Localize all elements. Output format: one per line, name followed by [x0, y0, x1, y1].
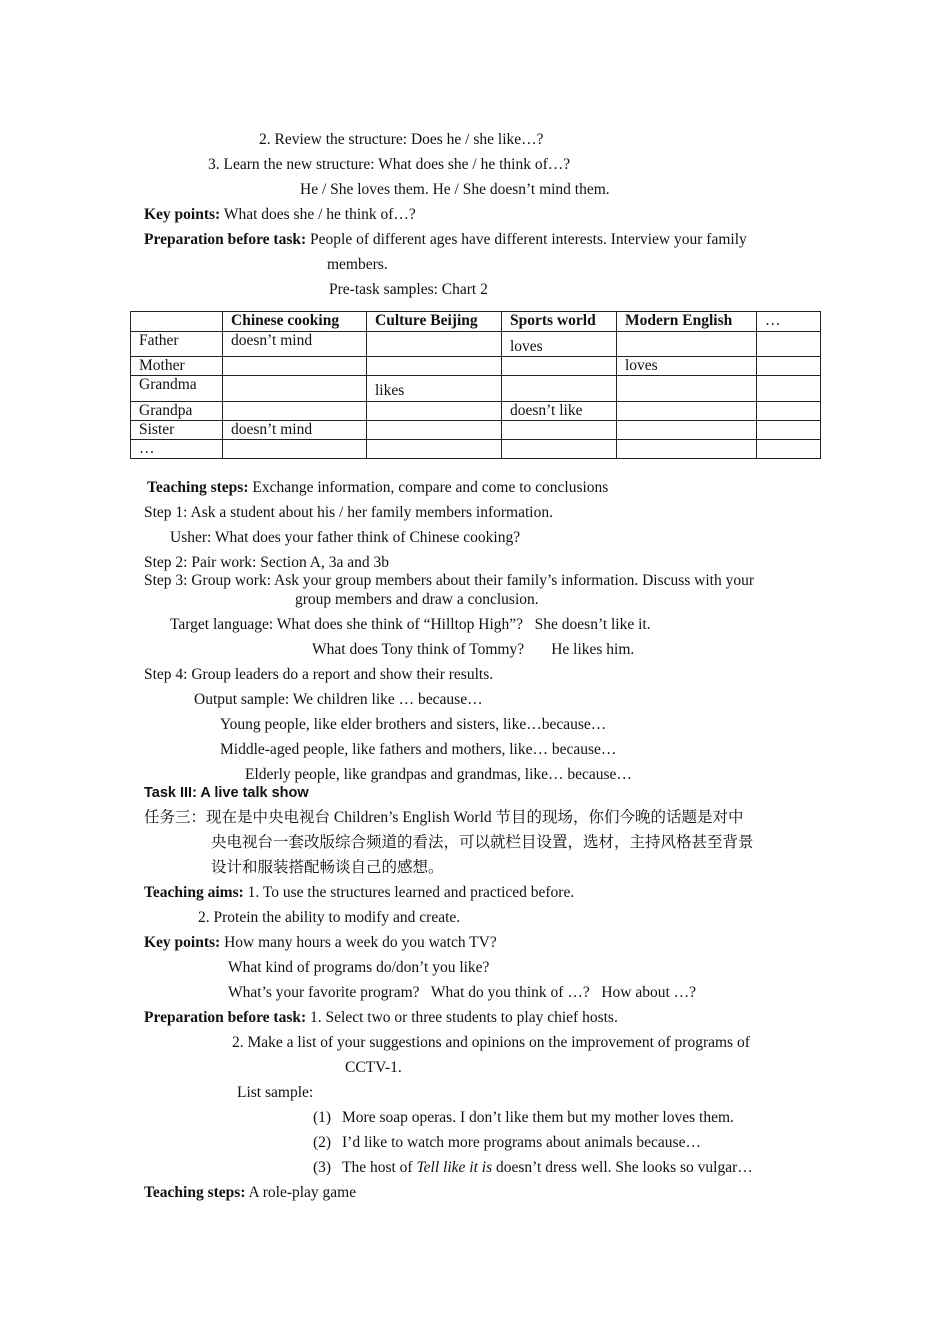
list-item-number: (2)	[313, 1134, 332, 1151]
teaching-steps-text: Exchange information, compare and come to conclusions	[252, 479, 609, 496]
chart-cell: Father	[131, 332, 223, 357]
chart-cell: …	[131, 440, 223, 459]
chart-row	[131, 332, 821, 357]
step-3-cont: group members and draw a conclusion.	[295, 591, 539, 608]
step-3: Step 3: Group work: Ask your group members about their family’s information. Discuss with your	[144, 572, 755, 589]
chart-row	[131, 402, 821, 421]
chart-cell	[502, 357, 617, 376]
task-3-key-points	[144, 933, 497, 953]
task-3-key-2: What kind of programs do/don’t you like?	[228, 959, 490, 976]
chart-cell	[223, 376, 367, 402]
task-3-prep-label: Preparation before task:	[144, 1009, 307, 1026]
header-cell: Modern English	[617, 312, 757, 332]
list-item-text-pre: The host of	[342, 1159, 417, 1176]
aims-item-3-answer: He / She loves them. He / She doesn’t mind them.	[300, 181, 610, 198]
task-3-key-1: How many hours a week do you watch TV?	[224, 934, 497, 951]
step-2: Step 2: Pair work: Section A, 3a and 3b	[144, 554, 389, 571]
task-3-aims-1: 1. To use the structures learned and practiced before.	[247, 884, 575, 901]
preparation-text-cont: members.	[327, 256, 388, 273]
task-3-chinese-2: 央电视台一套改版综合频道的看法，可以就栏目设置，选材，主持风格甚至背景	[211, 834, 754, 851]
chart-row	[131, 357, 821, 376]
chart-cell: doesn’t like	[502, 402, 617, 421]
list-item-number: (3)	[313, 1159, 332, 1176]
chart-header-row	[131, 312, 821, 332]
task-3-steps	[144, 1183, 356, 1203]
chart-cell	[367, 421, 502, 440]
chart-cell	[617, 421, 757, 440]
task-3-steps-label: Teaching steps:	[144, 1184, 246, 1201]
chart-cell	[617, 402, 757, 421]
target-language-1: Target language: What does she think of “Hilltop High”? She doesn’t like it.	[170, 616, 651, 633]
list-item-text-post: doesn’t dress well. She looks so vulgar…	[492, 1159, 753, 1176]
task-3-preparation	[144, 1008, 618, 1028]
chart-cell	[223, 402, 367, 421]
task-3-aims-2: 2. Protein the ability to modify and create.	[198, 909, 461, 926]
chart-cell: Mother	[131, 357, 223, 376]
chart-cell	[757, 421, 821, 440]
chart-cell	[757, 402, 821, 421]
aims-item-2: 2. Review the structure: Does he / she like…?	[259, 131, 544, 148]
preparation-text: People of different ages have different interests. Interview your family	[310, 231, 747, 248]
aims-item-3: 3. Learn the new structure: What does she / he think of…?	[208, 156, 571, 173]
task-3-chinese-3: 设计和服装搭配畅谈自己的感想。	[211, 859, 444, 876]
chart-cell	[367, 332, 502, 357]
header-cell: …	[757, 312, 821, 332]
header-cell: Sports world	[502, 312, 617, 332]
chart-cell	[367, 357, 502, 376]
task-3-aims	[144, 883, 574, 903]
chart-cell: Grandma	[131, 376, 223, 402]
chart-cell	[223, 357, 367, 376]
chart-cell	[223, 440, 367, 459]
header-cell: Culture Beijing	[367, 312, 502, 332]
list-item	[313, 1158, 753, 1178]
key-points-label: Key points:	[144, 206, 221, 223]
list-item-text: I’d like to watch more programs about animals because…	[342, 1134, 701, 1151]
chart-cell	[757, 332, 821, 357]
preparation	[144, 230, 747, 250]
list-item-text: More soap operas. I don’t like them but my mother loves them.	[342, 1109, 734, 1126]
chart-cell	[502, 376, 617, 402]
teaching-steps-label: Teaching steps:	[147, 479, 249, 496]
chart-cell	[617, 376, 757, 402]
usher-line: Usher: What does your father think of Chinese cooking?	[170, 529, 521, 546]
header-cell	[131, 312, 223, 332]
task-3-title: Task III: A live talk show	[144, 785, 309, 801]
chart-cell: Grandpa	[131, 402, 223, 421]
task-3-chinese-1: 任务三：现在是中央电视台 Children’s English World 节目的现场，你们今晚的话题是对中	[144, 809, 744, 826]
preparation-label: Preparation before task:	[144, 231, 307, 248]
chart-cell	[367, 402, 502, 421]
output-sample-1: Output sample: We children like … because…	[194, 691, 483, 708]
chart-cell	[757, 440, 821, 459]
list-item	[313, 1108, 734, 1128]
chart-cell: loves	[617, 357, 757, 376]
chart-cell: Sister	[131, 421, 223, 440]
list-sample-label: List sample:	[237, 1084, 314, 1101]
chart-cell: doesn’t mind	[223, 332, 367, 357]
teaching-steps	[147, 478, 608, 498]
program-title: Tell like it is	[416, 1159, 493, 1176]
key-points	[144, 205, 416, 225]
chart-row	[131, 376, 821, 402]
task-3-prep-1: 1. Select two or three students to play chief hosts.	[310, 1009, 618, 1026]
list-item-number: (1)	[313, 1109, 332, 1126]
chart-cell: loves	[502, 332, 617, 357]
task-3-key-label: Key points:	[144, 934, 221, 951]
task-3-steps-text: A role-play game	[248, 1184, 357, 1201]
chart-cell	[367, 440, 502, 459]
step-1: Step 1: Ask a student about his / her family members information.	[144, 504, 553, 521]
header-cell: Chinese cooking	[223, 312, 367, 332]
task-3-prep-2-cont: CCTV-1.	[345, 1059, 402, 1076]
output-sample-2: Young people, like elder brothers and sisters, like…because…	[220, 716, 607, 733]
chart-cell: doesn’t mind	[223, 421, 367, 440]
chart-row	[131, 421, 821, 440]
chart-cell: likes	[367, 376, 502, 402]
output-sample-3: Middle-aged people, like fathers and mothers, like… because…	[220, 741, 617, 758]
chart-cell	[617, 332, 757, 357]
interview-chart	[130, 311, 821, 459]
chart-cell	[757, 357, 821, 376]
task-3-aims-label: Teaching aims:	[144, 884, 244, 901]
chart-cell	[757, 376, 821, 402]
pretask-samples: Pre-task samples: Chart 2	[329, 281, 488, 298]
chart-cell	[617, 440, 757, 459]
chart-cell	[502, 440, 617, 459]
key-points-text: What does she / he think of…?	[223, 206, 416, 223]
task-3-prep-2: 2. Make a list of your suggestions and opinions on the improvement of programs of	[232, 1034, 750, 1051]
target-language-2: What does Tony think of Tommy? He likes him.	[312, 641, 635, 658]
output-sample-4: Elderly people, like grandpas and grandmas, like… because…	[245, 766, 632, 783]
task-3-key-3: What’s your favorite program? What do you think of …? How about …?	[228, 984, 697, 1001]
list-item	[313, 1133, 701, 1153]
chart-row	[131, 440, 821, 459]
step-4: Step 4: Group leaders do a report and show their results.	[144, 666, 494, 683]
chart-cell	[502, 421, 617, 440]
